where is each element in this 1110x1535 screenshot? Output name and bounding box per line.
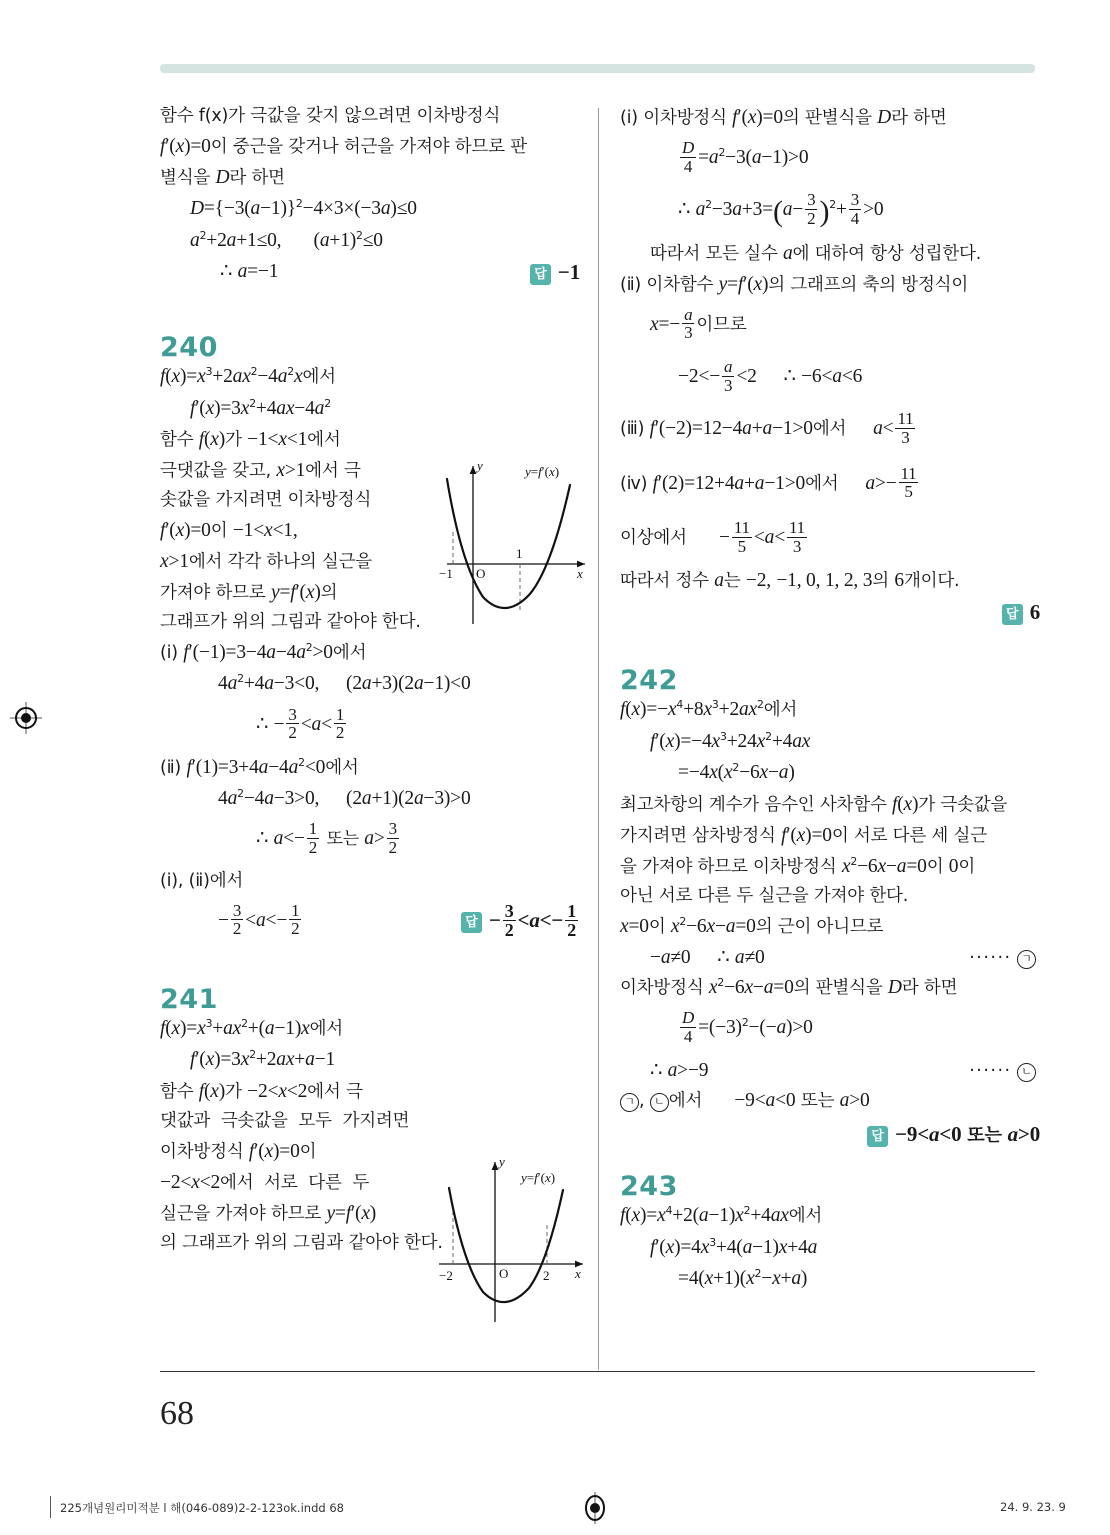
page-number: 68: [160, 1395, 194, 1432]
problem-240-case-i: (ⅰ) $f'(-1)=3-4a-4a^2>0$에서: [160, 641, 367, 663]
problem-242-disc-res-row: ∴ a>−9 ······ ㄴ: [620, 1061, 1040, 1091]
problem-243: [620, 1173, 1040, 1289]
svg-text:y: y: [499, 1154, 505, 1169]
problem-241-body-5: 실근을 가져야 하므로 y=f′(x): [160, 1202, 377, 1224]
p241-case-i-eq2: ∴ $a^2-3a+3=(a-$ $\frac{3}{2}$ )$^2$+ $\frac{3}{4}$ >0: [678, 190, 884, 229]
answer-240: 답 − $\frac{3}{2}$ <a<− $\frac{1}{2}$: [461, 902, 580, 940]
answer-row-continuation: ∴ a=−1 답 −1: [220, 260, 580, 284]
problem-242-body-2: 가지려면 삼차방정식 f′(x)=0이 서로 다른 세 실근: [620, 824, 987, 846]
problem-243-number: 243: [620, 1171, 678, 1203]
problem-240-conclusion-label: (ⅰ), (ⅱ)에서: [160, 870, 244, 891]
svg-text:y=f′(x): y=f′(x): [525, 464, 560, 479]
problem-240-eq-fp: $f'(x)=3x^2+4ax-4a^2$: [190, 396, 331, 419]
problem-241-body-6: 의 그래프가 위의 그림과 같아야 한다.: [160, 1232, 443, 1253]
continuation-eq-2: $a^2+2a+1\le 0$, $(a+1)^2\le 0$: [190, 228, 383, 251]
footer-filename: 225개념원리미적분 l 해(046-089)2-2-123ok.indd 68: [60, 1501, 344, 1515]
tag-circle-n-ref: ㄴ: [650, 1093, 669, 1112]
p241-case-i: (ⅰ) 이차방정식 f′(x)=0의 판별식을 D라 하면: [620, 107, 947, 128]
svg-text:−1: −1: [439, 566, 453, 581]
p241-case-iii: (ⅲ) f′(−2)=12−4a+a−1>0에서 a< $\frac{11}{3}$: [620, 409, 914, 448]
problem-240-body-4: f′(x)=0이 −1<x<1,: [160, 520, 298, 541]
problem-242-body-1: 최고차항의 계수가 음수인 사차함수 f(x)가 극솟값을: [620, 793, 1008, 815]
svg-text:1: 1: [516, 546, 523, 561]
problem-240-case-ii: (ⅱ) $f'(1)=3+4a-4a^2<0$에서: [160, 756, 359, 778]
svg-text:x: x: [577, 566, 583, 581]
problem-241-body-2: 댓값과 극솟값을 모두 가지려면: [160, 1110, 410, 1131]
figure-241-graph: [425, 1148, 600, 1328]
problem-242-eq-f: $f(x)=-x^4+8x^3+2ax^2$에서: [620, 698, 798, 721]
problem-242-number: 242: [620, 665, 678, 697]
tag-circle-n: ㄴ: [1017, 1063, 1036, 1082]
tag-circle-g: ㄱ: [1017, 950, 1036, 969]
problem-240-eq-f: $f(x)=x^3+2ax^2-4a^2x$에서: [160, 365, 336, 387]
continuation-line-3: 별식을 D라 하면: [160, 167, 285, 188]
figure-240-graph: [425, 452, 600, 632]
problem-243-eq-fp2: $=4(x+1)(x^2-x+a)$: [678, 1267, 808, 1290]
problem-240-case-i-eq: $4a^2+4a-3<0$, (2a+3)(2a−1)<0: [218, 672, 471, 694]
continuation-eq-1: $D=\{-3(a-1)\}^2-4\times 3\times(-3a)\le 0$: [190, 197, 417, 219]
continuation-line-2: f′(x)=0이 중근을 갖거나 허근을 가져야 하므로 판: [160, 136, 527, 157]
p241-case-ii-eq1: x=− $\frac{a}{3}$ 이므로: [650, 304, 747, 343]
problem-240-body-3: 솟값을 가지려면 이차방정식: [160, 490, 372, 510]
p241-case-ii: (ⅱ) 이차함수 y=f′(x)의 그래프의 축의 방정식이: [620, 273, 969, 295]
problem-241-number: 241: [160, 983, 218, 1015]
continuation-block: [160, 108, 580, 292]
problem-241-eq-fp: $f'(x)=3x^2+2ax+a-1$: [190, 1048, 336, 1071]
p241-final: 따라서 정수 a는 −2, −1, 0, 1, 2, 3의 6개이다.: [620, 570, 960, 592]
footer-date: 24. 9. 23. 9: [1000, 1500, 1066, 1514]
continuation-line-1: 함수 f(x)가 극값을 갖지 않으려면 이차방정식: [160, 106, 501, 126]
problem-242-body-3: 을 가져야 하므로 이차방정식 $x^2-6x-a=0$이 0이: [620, 855, 976, 877]
answer-badge: 답: [461, 912, 482, 933]
problem-241-body-1: 함수 f(x)가 −2<x<2에서 극: [160, 1080, 363, 1102]
header-rule: [160, 64, 1035, 73]
svg-text:y=f′(x): y=f′(x): [521, 1170, 556, 1185]
problem-241-body-4: −2<x<2에서 서로 다른 두: [160, 1171, 370, 1193]
svg-text:O: O: [499, 1266, 509, 1281]
p241-summary: 이상에서 − $\frac{11}{5}$ <a< $\frac{11}{3}$: [620, 518, 805, 556]
svg-text:y: y: [477, 458, 483, 473]
p241-case-i-note: 따라서 모든 실수 a에 대하여 항상 성립한다.: [650, 242, 982, 264]
problem-242: [620, 667, 1040, 1147]
problem-242-body-4: 아닌 서로 다른 두 실근을 가져야 한다.: [620, 885, 909, 906]
problem-240-number: 240: [160, 332, 218, 363]
registration-mark-left: [8, 700, 44, 736]
answer-badge: 답: [867, 1126, 888, 1147]
svg-text:O: O: [476, 566, 486, 581]
problem-240-body-7: 그래프가 위의 그림과 같아야 한다.: [160, 612, 421, 632]
answer-row-240: − $\frac{3}{2}$ <a<− $\frac{1}{2}$ 답 − $\frac{3}{2}$ <a<− $\frac{1}{2}$: [160, 902, 580, 944]
answer-continuation: 답 −1: [530, 262, 580, 285]
problem-241-continued: [620, 108, 1040, 625]
svg-text:x: x: [575, 1266, 581, 1281]
ellipsis-2: ······: [969, 1061, 1012, 1082]
problem-242-eq-fp1: $f'(x)=-4x^3+24x^2+4ax$: [650, 730, 811, 752]
problem-242-root-line: x=0이 $x^2-6x-a=0$의 근이 아니므로: [620, 915, 884, 937]
tag-circle-g-ref: ㄱ: [620, 1093, 639, 1112]
problem-242-disc-line: 이차방정식 $x^2-6x-a=0$의 판별식을 D라 하면: [620, 976, 958, 998]
problem-240-case-ii-result: ∴ a<− $\frac{1}{2}$ 또는 a> $\frac{3}{2}$: [256, 819, 397, 858]
svg-text:2: 2: [543, 1268, 550, 1283]
problem-240-body-5: x>1에서 각각 하나의 실근을: [160, 551, 372, 572]
problem-243-eq-fp1: $f'(x)=4x^3+4(a-1)x+4a$: [650, 1235, 818, 1258]
problem-240-body-2: 극댓값을 갖고, x>1에서 극: [160, 460, 361, 481]
svg-text:−2: −2: [439, 1268, 453, 1283]
right-column: [620, 108, 1040, 1301]
problem-240-body-1: 함수 f(x)가 −1<x<1에서: [160, 429, 341, 450]
p241-case-ii-eq2: −2<− $\frac{a}{3}$ <2 ∴ −6<a<6: [678, 357, 863, 395]
problem-240-case-i-result: ∴ − $\frac{3}{2}$ <a< $\frac{1}{2}$: [256, 704, 345, 743]
footer-rule: [160, 1371, 1035, 1372]
p241-case-iv: (ⅳ) f′(2)=12+4a+a−1>0에서 a>− $\frac{11}{5}$: [620, 463, 917, 502]
problem-242-combine: ㄱ , ㄴ 에서 −9<a<0 또는 a>0: [620, 1091, 1040, 1112]
footer-divider: [50, 1496, 51, 1518]
registration-mark-bottom: [577, 1490, 613, 1526]
answer-badge: 답: [530, 264, 551, 285]
answer-badge: 답: [1002, 604, 1023, 625]
ellipsis-1: ······: [969, 947, 1012, 968]
answer-row-241: 답 6: [620, 602, 1040, 625]
problem-243-eq-f: $f(x)=x^4+2(a-1)x^2+4ax$에서: [620, 1204, 823, 1227]
problem-240: [160, 334, 580, 944]
problem-240-case-ii-eq: $4a^2-4a-3>0$, (2a+1)(2a−3)>0: [218, 787, 471, 809]
p241-case-i-eq1: $\frac{D}{4}$ $=a^2-3(a-1)>0$: [682, 138, 809, 176]
problem-240-body-6: 가져야 하므로 y=f′(x)의: [160, 582, 338, 603]
problem-242-cond1-row: −a≠0 ∴ a≠0 ······ ㄱ: [620, 948, 1040, 978]
problem-241-eq-f: $f(x)=x^3+ax^2+(a-1)x$에서: [160, 1016, 344, 1039]
answer-row-242: 답 −9<a<0 또는 a>0: [620, 1124, 1040, 1147]
left-column: [160, 108, 580, 1264]
problem-242-eq-fp2: $=-4x(x^2-6x-a)$: [678, 761, 795, 784]
problem-242-disc-eq: $\frac{D}{4}$ $=(-3)^2-(-a)>0$: [682, 1007, 813, 1046]
problem-241-body-3: 이차방정식 f′(x)=0이: [160, 1140, 317, 1162]
